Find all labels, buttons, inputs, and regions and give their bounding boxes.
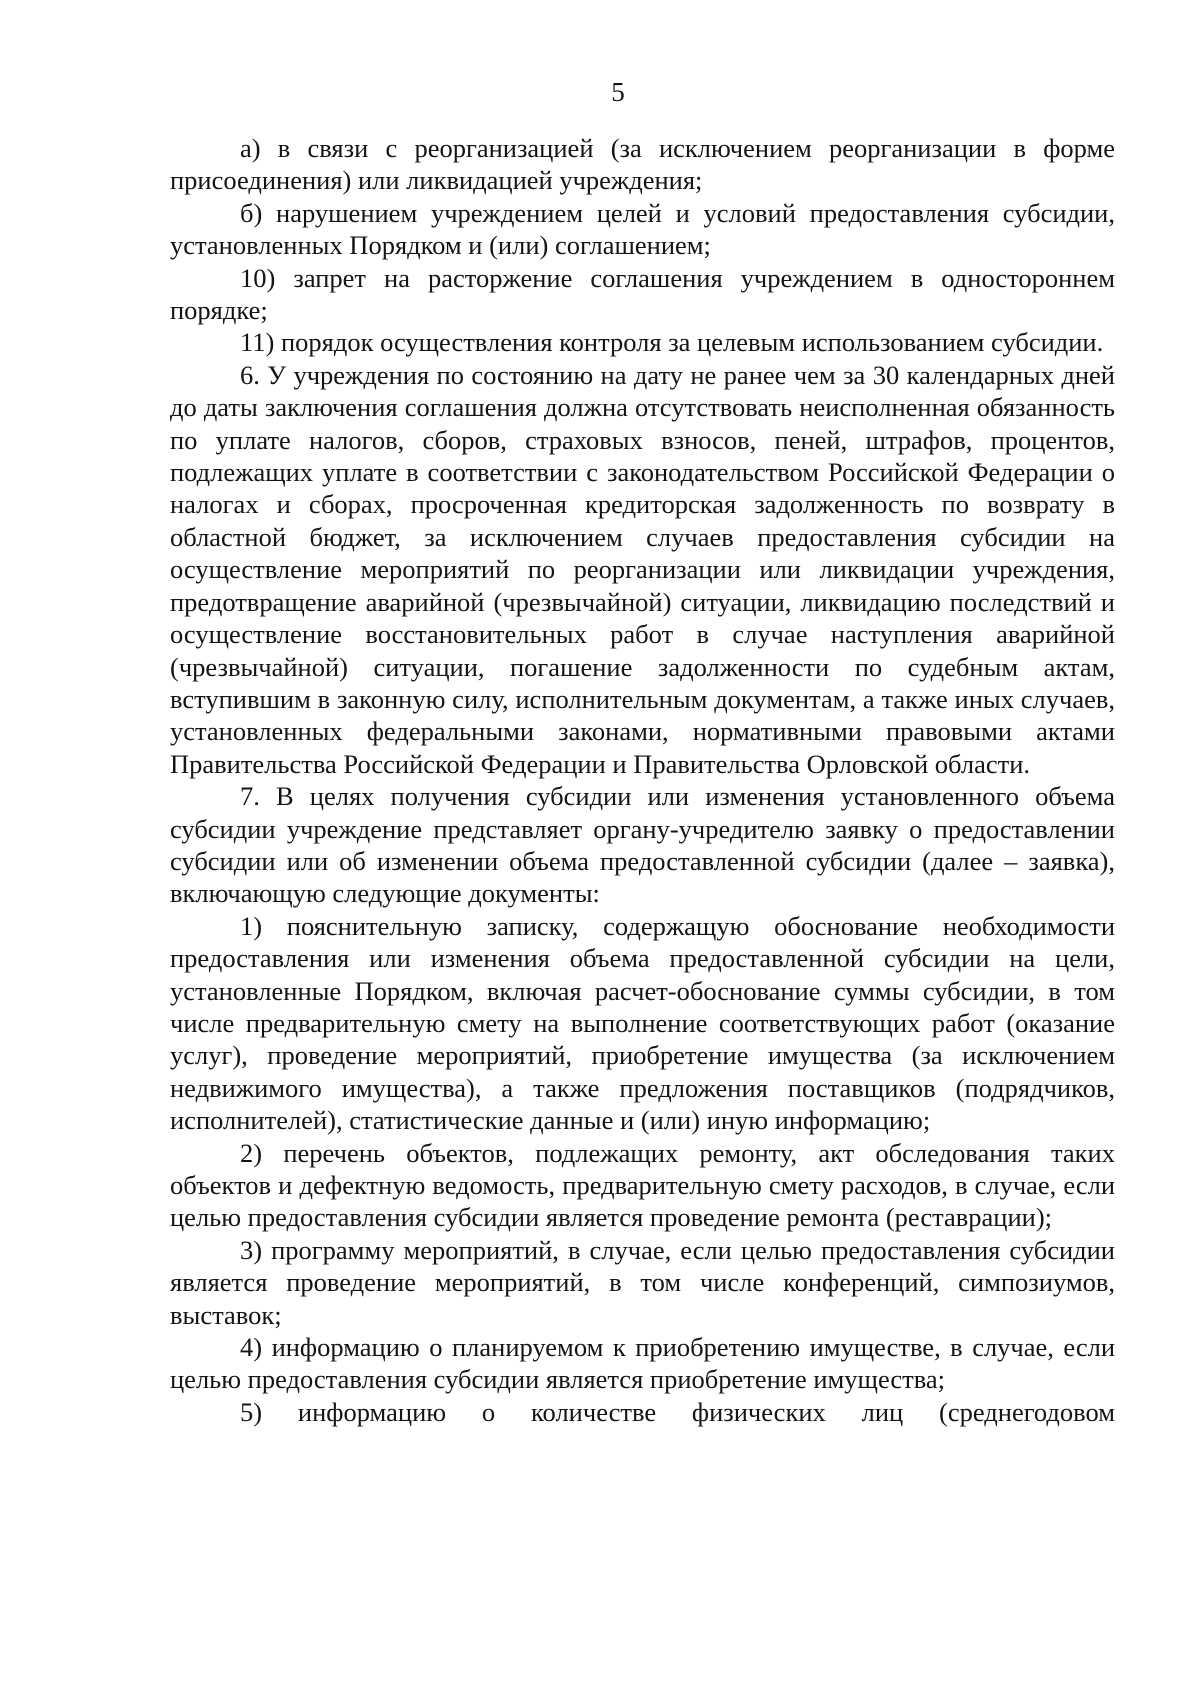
paragraph-item-1: 1) пояснительную записку, содержащую обоснование необходимости предоставления или изменения объема предоставленной субсидии на цели, установленные Порядком, включая расчет-обоснование суммы субсидии, в том числе предварительную смету на выполнение соответствующих работ (оказание услуг), проведение мероприятий, приобретение имущества (за исключением недвижимого имущества), а также предложения поставщиков (подрядчиков, исполнителей), статистические данные и (или) иную информацию; bbox=[170, 910, 1115, 1136]
paragraph-10: 10) запрет на расторжение соглашения учреждением в одностороннем порядке; bbox=[170, 262, 1115, 326]
paragraph-11: 11) порядок осуществления контроля за целевым использованием субсидии. bbox=[240, 327, 1104, 358]
paragraph-item-2: 2) перечень объектов, подлежащих ремонту, акт обследования таких объектов и дефектную ведомость, предварительную смету расходов, в случае, если целью предоставления субсидии является проведение ремонта (реставрации); bbox=[170, 1137, 1115, 1233]
paragraph-section-6: 6. У учреждения по состоянию на дату не ранее чем за 30 календарных дней до даты заключения соглашения должна отсутствовать неисполненная обязанность по уплате налогов, сборов, страховых взносов, пеней, штрафов, процентов, подлежащих уплате в соответствии с законодательством Российской Федерации о налогах и сборах, просроченная кредиторская задолженность по возврату в областной бюджет, за исключением случаев предоставления субсидии на осуществление мероприятий по реорганизации или ликвидации учреждения, предотвращение аварийной (чрезвычайной) ситуации, ликвидацию последствий и осуществление восстановительных работ в случае наступления аварийной (чрезвычайной) ситуации, погашение задолженности по судебным актам, вступившим в законную силу, исполнительным документам, а также иных случаев, установленных федеральными законами, нормативными правовыми актами Правительства Российской Федерации и Правительства Орловской области. bbox=[170, 359, 1115, 779]
paragraph-b: б) нарушением учреждением целей и условий предоставления субсидии, установленных Порядком и (или) соглашением; bbox=[170, 197, 1115, 261]
paragraph-a: а) в связи с реорганизацией (за исключением реорганизации в форме присоединения) или ликвидацией учреждения; bbox=[170, 133, 1115, 196]
document-body bbox=[170, 132, 1115, 1428]
page-number: 5 bbox=[611, 77, 625, 107]
paragraph-item-5: 5) информацию о количестве физических лиц (среднегодовом bbox=[240, 1396, 1115, 1427]
paragraph-item-3: 3) программу мероприятий, в случае, если целью предоставления субсидии является проведение мероприятий, в том числе конференций, симпозиумов, выставок; bbox=[170, 1234, 1115, 1330]
paragraph-section-7: 7. В целях получения субсидии или изменения установленного объема субсидии учреждение представляет органу-учредителю заявку о предоставлении субсидии или об изменении объема предоставленной субсидии (далее – заявка), включающую следующие документы: bbox=[170, 781, 1115, 909]
paragraph-item-4: 4) информацию о планируемом к приобретению имуществе, в случае, если целью предоставления субсидии является приобретение имущества; bbox=[170, 1332, 1115, 1395]
